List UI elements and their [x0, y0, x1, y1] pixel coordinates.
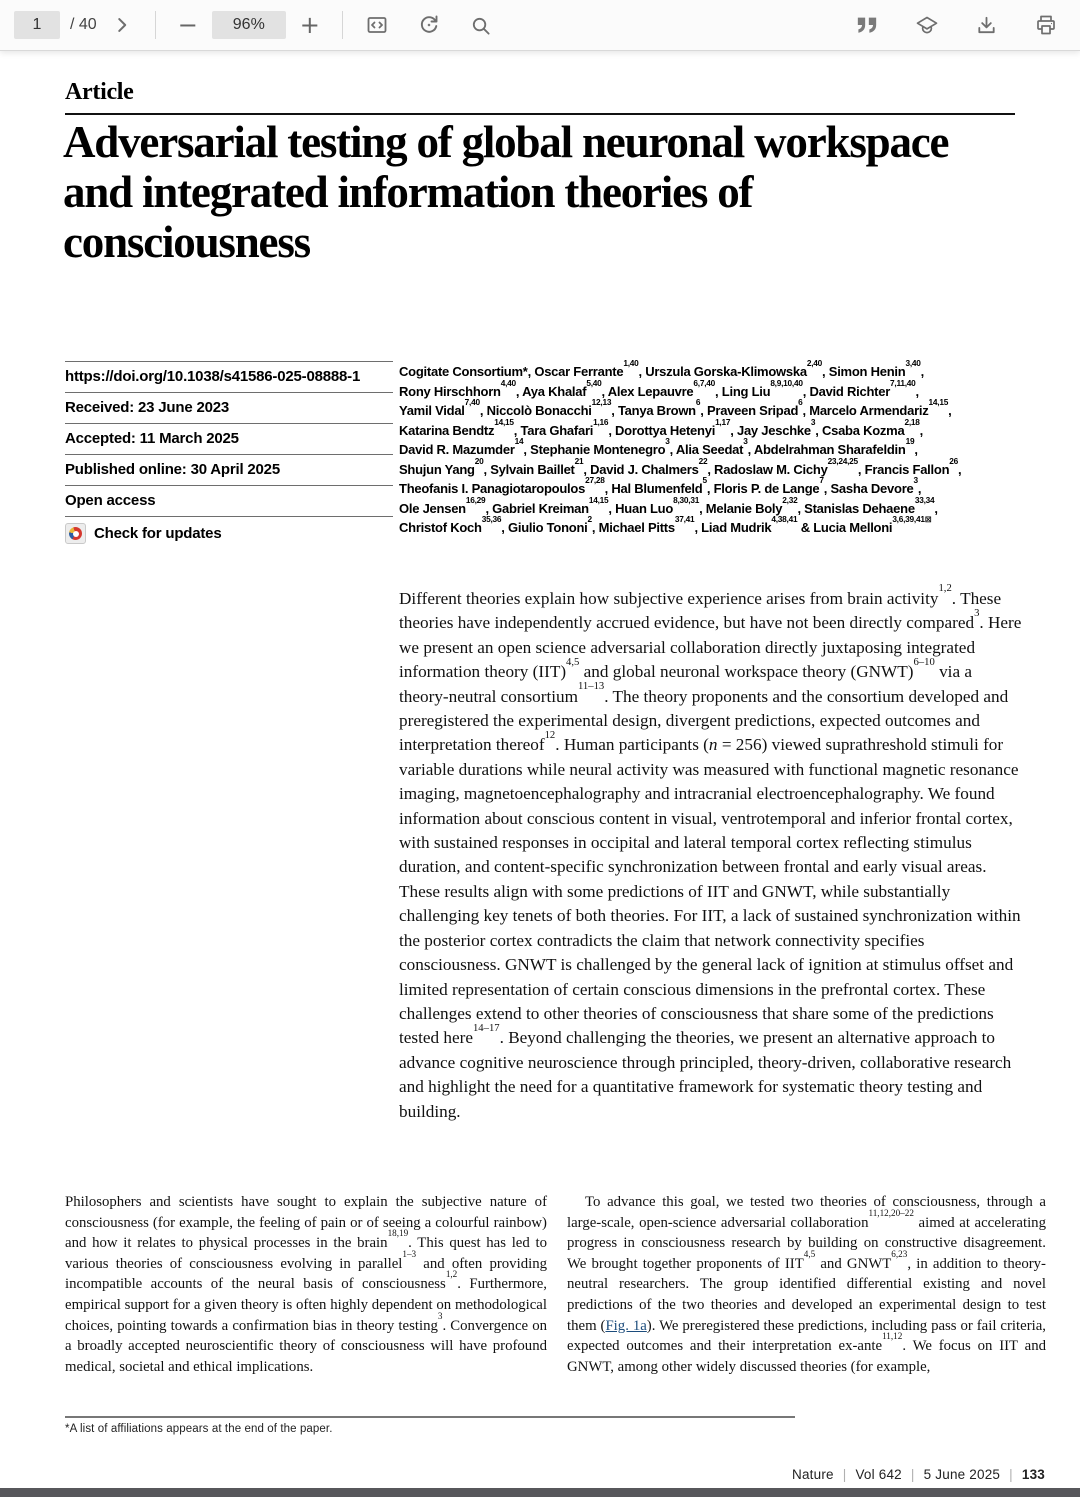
- metadata-column: [65, 361, 393, 551]
- page-number-label: 133: [1021, 1467, 1045, 1482]
- download-button[interactable]: [971, 10, 1002, 41]
- meta-row: [65, 392, 393, 423]
- next-page-button[interactable]: [107, 10, 137, 40]
- author-line: Shujun Yang$^{20}$, Sylvain Baillet$^{21}$, David J. Chalmers$^{22}$, Radoslaw M. Cichy$^{23,24,25}$, Francis Fallon$^{26}$,: [399, 455, 962, 477]
- toolbar-separator: [155, 11, 156, 39]
- footer-divider: |: [910, 1467, 915, 1482]
- scholar-button[interactable]: [911, 9, 943, 41]
- affiliations-footnote: *A list of affiliations appears at the end of the paper.: [65, 1423, 333, 1435]
- printer-icon: [1034, 13, 1058, 37]
- fit-width-icon: [365, 13, 389, 37]
- author-line: Katarina Bendtz$^{14,15}$, Tara Ghafari$^{1,16}$, Dorottya Hetenyi$^{1,17}$, Jay Jeschke$^3$, Csaba Kozma$^{2,18}$,: [399, 416, 924, 438]
- print-button[interactable]: [1030, 9, 1062, 41]
- issue-date-label: 5 June 2025: [923, 1467, 1001, 1482]
- figure-1a-link[interactable]: Fig. 1a: [605, 1317, 647, 1334]
- doi-link[interactable]: https://doi.org/10.1038/s41586-025-08888-1: [65, 368, 361, 385]
- footer-divider: |: [1009, 1467, 1013, 1482]
- author-line: Theofanis I. Panagiotaropoulos$^{27,28}$, Hal Blumenfeld$^5$, Floris P. de Lange$^7$, Sasha Devore$^3$,: [399, 475, 922, 496]
- meta-row: [65, 361, 393, 392]
- meta-row: [65, 485, 393, 516]
- plus-icon: +: [299, 11, 320, 39]
- page-number-input[interactable]: 1: [14, 11, 60, 39]
- received-date-label: Received: 23 June 2023: [65, 399, 230, 416]
- author-line: Rony Hirschhorn$^{4,40}$, Aya Khalaf$^{5,40}$, Alex Lepauvre$^{6,7,40}$, Ling Liu$^{8,9,10,40}$, David Richter$^{7,11,40}$,: [399, 377, 919, 399]
- journal-name: Nature: [792, 1467, 834, 1482]
- meta-row: [65, 423, 393, 454]
- zoom-level[interactable]: 96%: [212, 11, 286, 39]
- open-access-label: Open access: [65, 492, 156, 509]
- toolbar-left-group: [0, 9, 496, 41]
- footer-divider: |: [842, 1467, 847, 1482]
- viewer-page-gap: [0, 1488, 1080, 1497]
- author-line: Ole Jensen$^{16,29}$, Gabriel Kreiman$^{14,15}$, Huan Luo$^{8,30,31}$, Melanie Boly$^{2,32}$, Stanislas Dehaene$^{33,34}$,: [399, 494, 938, 516]
- zoom-out-button[interactable]: [174, 11, 202, 39]
- cite-button[interactable]: [851, 10, 883, 40]
- volume-label: Vol 642: [855, 1467, 902, 1482]
- rotate-icon: [417, 13, 441, 37]
- abstract-text: Different theories explain how subjective experience arises from brain activity$^{1,2}$. These theories have independently accrued evidence, but have not been directly compared$^3$. Here we present an open science adversarial collaboration directly juxtaposing integrated information theory (IIT)$^{4,5}$ and global neuronal workspace theory (GNWT)$^{6-10}$ via a theory-neutral consortium$^{11-13}$. The theory proponents and the consortium developed and preregistered the experimental design, divergent predictions, expected outcomes and interpretation thereof$^{12}$. Human participants (n = 256) viewed suprathreshold stimuli for variable durations while neural activity was measured with functional magnetic resonance imaging, magnetoencephalography and intracranial electroencephalography. We found information about conscious content in visual, ventrotemporal and inferior frontal cortex, with sustained responses in occipital and lateral temporal cortex reflecting stimulus duration, and content-specific synchronization between frontal and early visual areas. These results align with some predictions of IIT and GNWT, while substantially challenging key tenets of both theories. For IIT, a lack of sustained synchronization within the posterior cortex contradicts the claim that network connectivity specifies consciousness. GNWT is challenged by the general lack of ignition at stimulus offset and limited representation of certain conscious dimensions in the prefrontal cortex. These challenges extend to other theories of consciousness that share some of the predictions tested here$^{14-17}$. Beyond challenging the theories, we present an alternative approach to advance cognitive neuroscience through principled, theory-driven, collaborative research and highlight the need for a quantitative framework for systematic theory testing and building.: [399, 583, 1022, 1121]
- toolbar-right-group: [851, 9, 1080, 41]
- author-line: Christof Koch$^{35,36}$, Giulio Tononi$^2$, Michael Pitts$^{37,41}$, Liad Mudrik$^{4,38,41}$ & Lucia Melloni$^{3,6,39,41⊠}$: [399, 514, 932, 535]
- fit-width-button[interactable]: [361, 9, 393, 41]
- search-button[interactable]: [465, 10, 496, 41]
- pdf-page: [0, 51, 1080, 1489]
- author-line: David R. Mazumder$^{14}$, Stephanie Montenegro$^3$, Alia Seedat$^3$, Abdelrahman Sharafeldin$^{19}$,: [399, 436, 918, 457]
- body-column-left: Philosophers and scientists have sought to explain the subjective nature of consciousness (for example, the feeling of pain or of seeing a colourful rainbow) and how it relates to physical processes in the brain$^{18,19}$. This quest has led to various theories of consciousness evolving in parallel$^{1-3}$ and often providing incompatible accounts of the neural basis of consciousness$^{1,2}$. Furthermore, empirical support for a given theory is often highly dependent on methodological choices, pointing towards a confirmation bias in theory testing$^3$. Convergence on a broadly accepted neuroscientific theory of consciousness will have profound medical, societal and ethical implications.: [65, 1194, 548, 1375]
- meta-row: [65, 454, 393, 485]
- check-for-updates-link[interactable]: Check for updates: [94, 525, 222, 542]
- quotation-marks-icon: [855, 14, 879, 36]
- body-column-right: To advance this goal, we tested two theories of consciousness, through a large-scale, open-science adversarial collaboration$^{11,12,20-22}$ aimed at accelerating progress in consciousness research by building on constructive disagreement. We brought together proponents of IIT$^{4,5}$ and GNWT$^{6,23}$, in addition to theory-neutral researchers. The group identified differential existing and novel predictions of the two theories and developed an experimental design to test them (Fig. 1a). We preregistered these predictions, including pass or fail criteria, expected outcomes and their interpretation ex-ante$^{11,12}$. We focus on IIT and GNWT, among other widely discussed theories (for example,: [567, 1194, 1046, 1375]
- author-list: [399, 358, 1039, 538]
- journal-footer: [792, 1467, 1045, 1482]
- search-icon: [469, 14, 492, 37]
- kicker-rule: [65, 113, 1015, 115]
- paper-title: Adversarial testing of global neuronal workspace and integrated information theories of consciousness: [63, 117, 949, 267]
- page-count-label: / 40: [70, 16, 97, 33]
- footnote-rule: [65, 1416, 795, 1418]
- minus-icon: −: [177, 11, 198, 39]
- rotate-button[interactable]: [413, 9, 445, 41]
- meta-row: [65, 516, 393, 551]
- published-date-label: Published online: 30 April 2025: [65, 461, 280, 478]
- author-line: Cogitate Consortium*, Oscar Ferrante$^{1,40}$, Urszula Gorska-Klimowska$^{2,40}$, Simon Henin$^{3,40}$,: [399, 358, 925, 379]
- chevron-right-icon: [111, 14, 133, 36]
- pdf-toolbar: [0, 0, 1080, 51]
- download-icon: [975, 14, 998, 37]
- accepted-date-label: Accepted: 11 March 2025: [65, 430, 239, 447]
- toolbar-separator: [342, 11, 343, 39]
- crossmark-icon: [65, 523, 86, 544]
- graduation-cap-icon: [915, 13, 939, 37]
- zoom-in-button[interactable]: [296, 11, 324, 39]
- author-line: Yamil Vidal$^{7,40}$, Niccolò Bonacchi$^{12,13}$, Tanya Brown$^6$, Praveen Sripad$^6$, Marcelo Armendariz$^{14,15}$,: [399, 397, 952, 418]
- article-kicker: Article: [65, 79, 134, 105]
